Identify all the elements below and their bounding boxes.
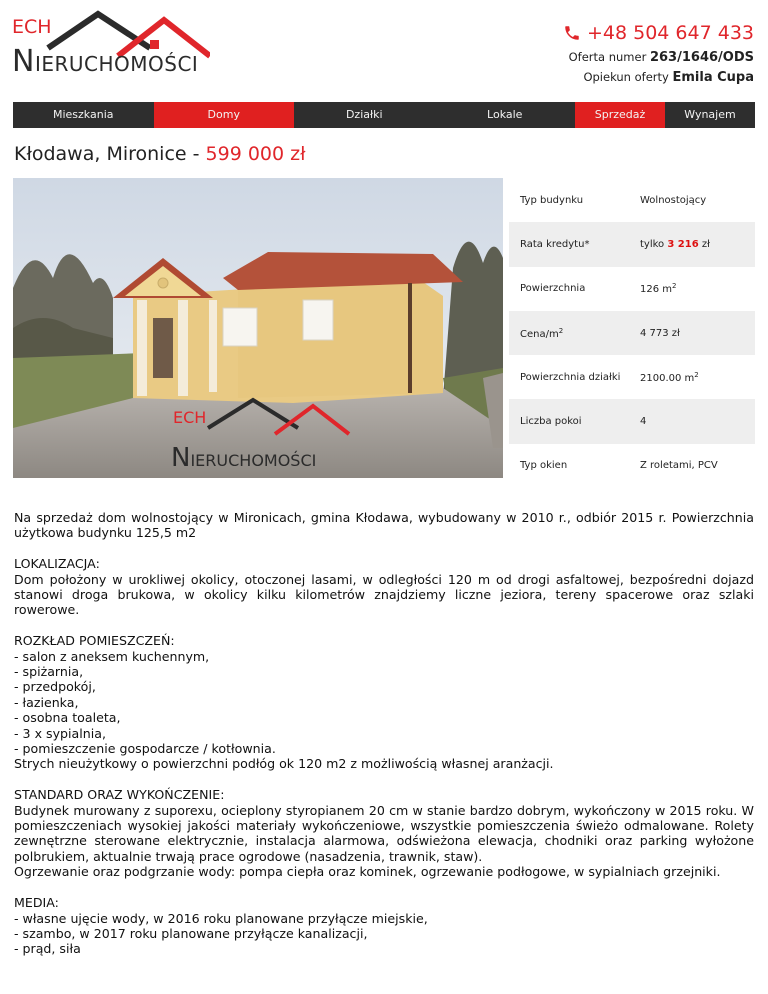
detail-row-plot-area <box>509 355 755 399</box>
detail-label: Rata kredytu* <box>520 238 590 250</box>
property-photo[interactable] <box>13 178 503 478</box>
list-item: - prąd, siła <box>14 941 81 957</box>
house-photo-illustration <box>13 178 503 478</box>
nav-item-sprzedaz[interactable]: Sprzedaż <box>575 102 665 128</box>
detail-row-rooms <box>509 399 755 443</box>
nav-item-domy[interactable]: Domy <box>154 102 295 128</box>
listing-price: 599 000 zł <box>205 143 306 165</box>
main-nav <box>13 102 755 128</box>
detail-label: Typ budynku <box>520 194 584 206</box>
detail-label: Powierzchnia działki <box>520 371 621 383</box>
listing-description <box>14 510 754 972</box>
rooms-extra: Strych nieużytkowy o powierzchni podłóg ok 120 m2 z możliwością własnej aranżacji. <box>14 756 554 772</box>
property-details-table <box>509 178 755 488</box>
detail-row-price-per-m2 <box>509 311 755 355</box>
description-intro: Na sprzedaż dom wolnostojący w Mironicach, gmina Kłodawa, wybudowany w 2010 r., odbiór 2015 r. Powierzchnia użytkowa budynku 125,5 m2 <box>14 510 754 541</box>
phone-link[interactable] <box>563 20 754 46</box>
agent-name: Emila Cupa <box>672 70 754 85</box>
detail-value: 2100.00 $m^2$ <box>640 370 699 384</box>
standard-text: Budynek murowany z suporexu, ocieplony styropianem 20 cm w stanie bardzo dobrym, wykończony w 2015 roku. W pomieszczeniach wysokiej jakości materiały wykończeniowe, wszystkie pomieszczenia świeżo odmalowane. Rolety zewnętrzne sterowane elektrycznie, instalacja alarmowa, odświeżona elewacja, chodniki oraz parking wyłożone polbrukiem, aktualnie trwają prace ogrodowe (nasadzenia, trawnik, staw). <box>14 802 754 864</box>
agent-line <box>563 68 754 86</box>
list-item: - salon z aneksem kuchennym, <box>14 648 210 664</box>
detail-value: tylko 3 216 zł <box>640 238 710 250</box>
list-item: - 3 x sypialnia, <box>14 725 106 741</box>
offer-number-value: 263/1646/ODS <box>649 50 754 65</box>
list-item: - spiżarnia, <box>14 664 84 680</box>
detail-label: Typ okien <box>520 460 568 472</box>
listing-title <box>14 143 306 165</box>
heating-text: Ogrzewanie oraz podgrzanie wody: pompa ciepła oraz kominek, ogrzewanie podłogowe, w sypialniach grzejniki. <box>14 864 721 880</box>
nav-item-lokale[interactable]: Lokale <box>487 108 523 121</box>
contact-info <box>563 20 754 86</box>
detail-value: 4 773 zł <box>640 327 680 339</box>
detail-value: Z roletami, PCV <box>640 460 718 472</box>
media-heading: MEDIA: <box>14 895 59 911</box>
offer-number-label: Oferta numer <box>568 50 647 64</box>
detail-label: Powierzchnia <box>520 283 586 295</box>
company-logo[interactable] <box>10 8 210 80</box>
phone-icon <box>563 24 581 42</box>
watermark-ech: ECH <box>173 408 207 427</box>
list-item: - własne ujęcie wody, w 2016 roku planowane przyłącze miejskie, <box>14 910 428 926</box>
location-heading: LOKALIZACJA: <box>14 556 100 572</box>
detail-value: 4 <box>640 416 647 428</box>
detail-row-loan-installment <box>509 222 755 266</box>
list-item: - pomieszczenie gospodarcze / kotłownia. <box>14 741 276 757</box>
list-item: - szambo, w 2017 roku planowane przyłącze kanalizacji, <box>14 925 368 941</box>
detail-row-window-type <box>509 444 755 488</box>
detail-label: Liczba pokoi <box>520 416 582 428</box>
nav-item-dzialki[interactable]: Działki <box>345 108 383 121</box>
phone-number: +48 504 647 433 <box>586 22 754 44</box>
standard-section <box>14 787 754 879</box>
rooms-section <box>14 633 754 772</box>
listing-location: Kłodawa, Mironice - <box>14 143 206 165</box>
nav-item-mieszkania[interactable]: Mieszkania <box>52 108 114 121</box>
location-text: Dom położony w urokliwej okolicy, otoczonej lasami, w odległości 120 m od drogi asfaltowej, bezpośredni dojazd stanowi droga brukowa, w okolicy kilku kilometrów znajdziemy liczne jeziora, tereny spacerowe oraz szlaki rowerowe. <box>14 571 754 618</box>
agent-label: Opiekun oferty <box>583 70 669 84</box>
logo-ech-text: ECH <box>12 16 52 38</box>
location-section <box>14 556 754 618</box>
list-item: - przedpokój, <box>14 679 96 695</box>
detail-row-area <box>509 267 755 311</box>
nav-item-wynajem[interactable]: Wynajem <box>684 108 736 121</box>
detail-label: Cena/$m^2$ <box>520 326 564 340</box>
rooms-heading: ROZKŁAD POMIESZCZEŃ: <box>14 633 175 649</box>
list-item: - osobna toaleta, <box>14 710 121 726</box>
media-section <box>14 895 754 957</box>
detail-value: 126 $m^2$ <box>640 282 677 296</box>
detail-value: Wolnostojący <box>640 194 707 206</box>
detail-row-building-type <box>509 178 755 222</box>
watermark-name: NIERUCHOMOŚCI <box>171 443 317 473</box>
standard-heading: STANDARD ORAZ WYKOŃCZENIE: <box>14 787 225 803</box>
list-item: - łazienka, <box>14 694 79 710</box>
offer-number-line <box>563 48 754 66</box>
logo-name-text: NIERUCHOMOŚCI <box>12 44 199 79</box>
